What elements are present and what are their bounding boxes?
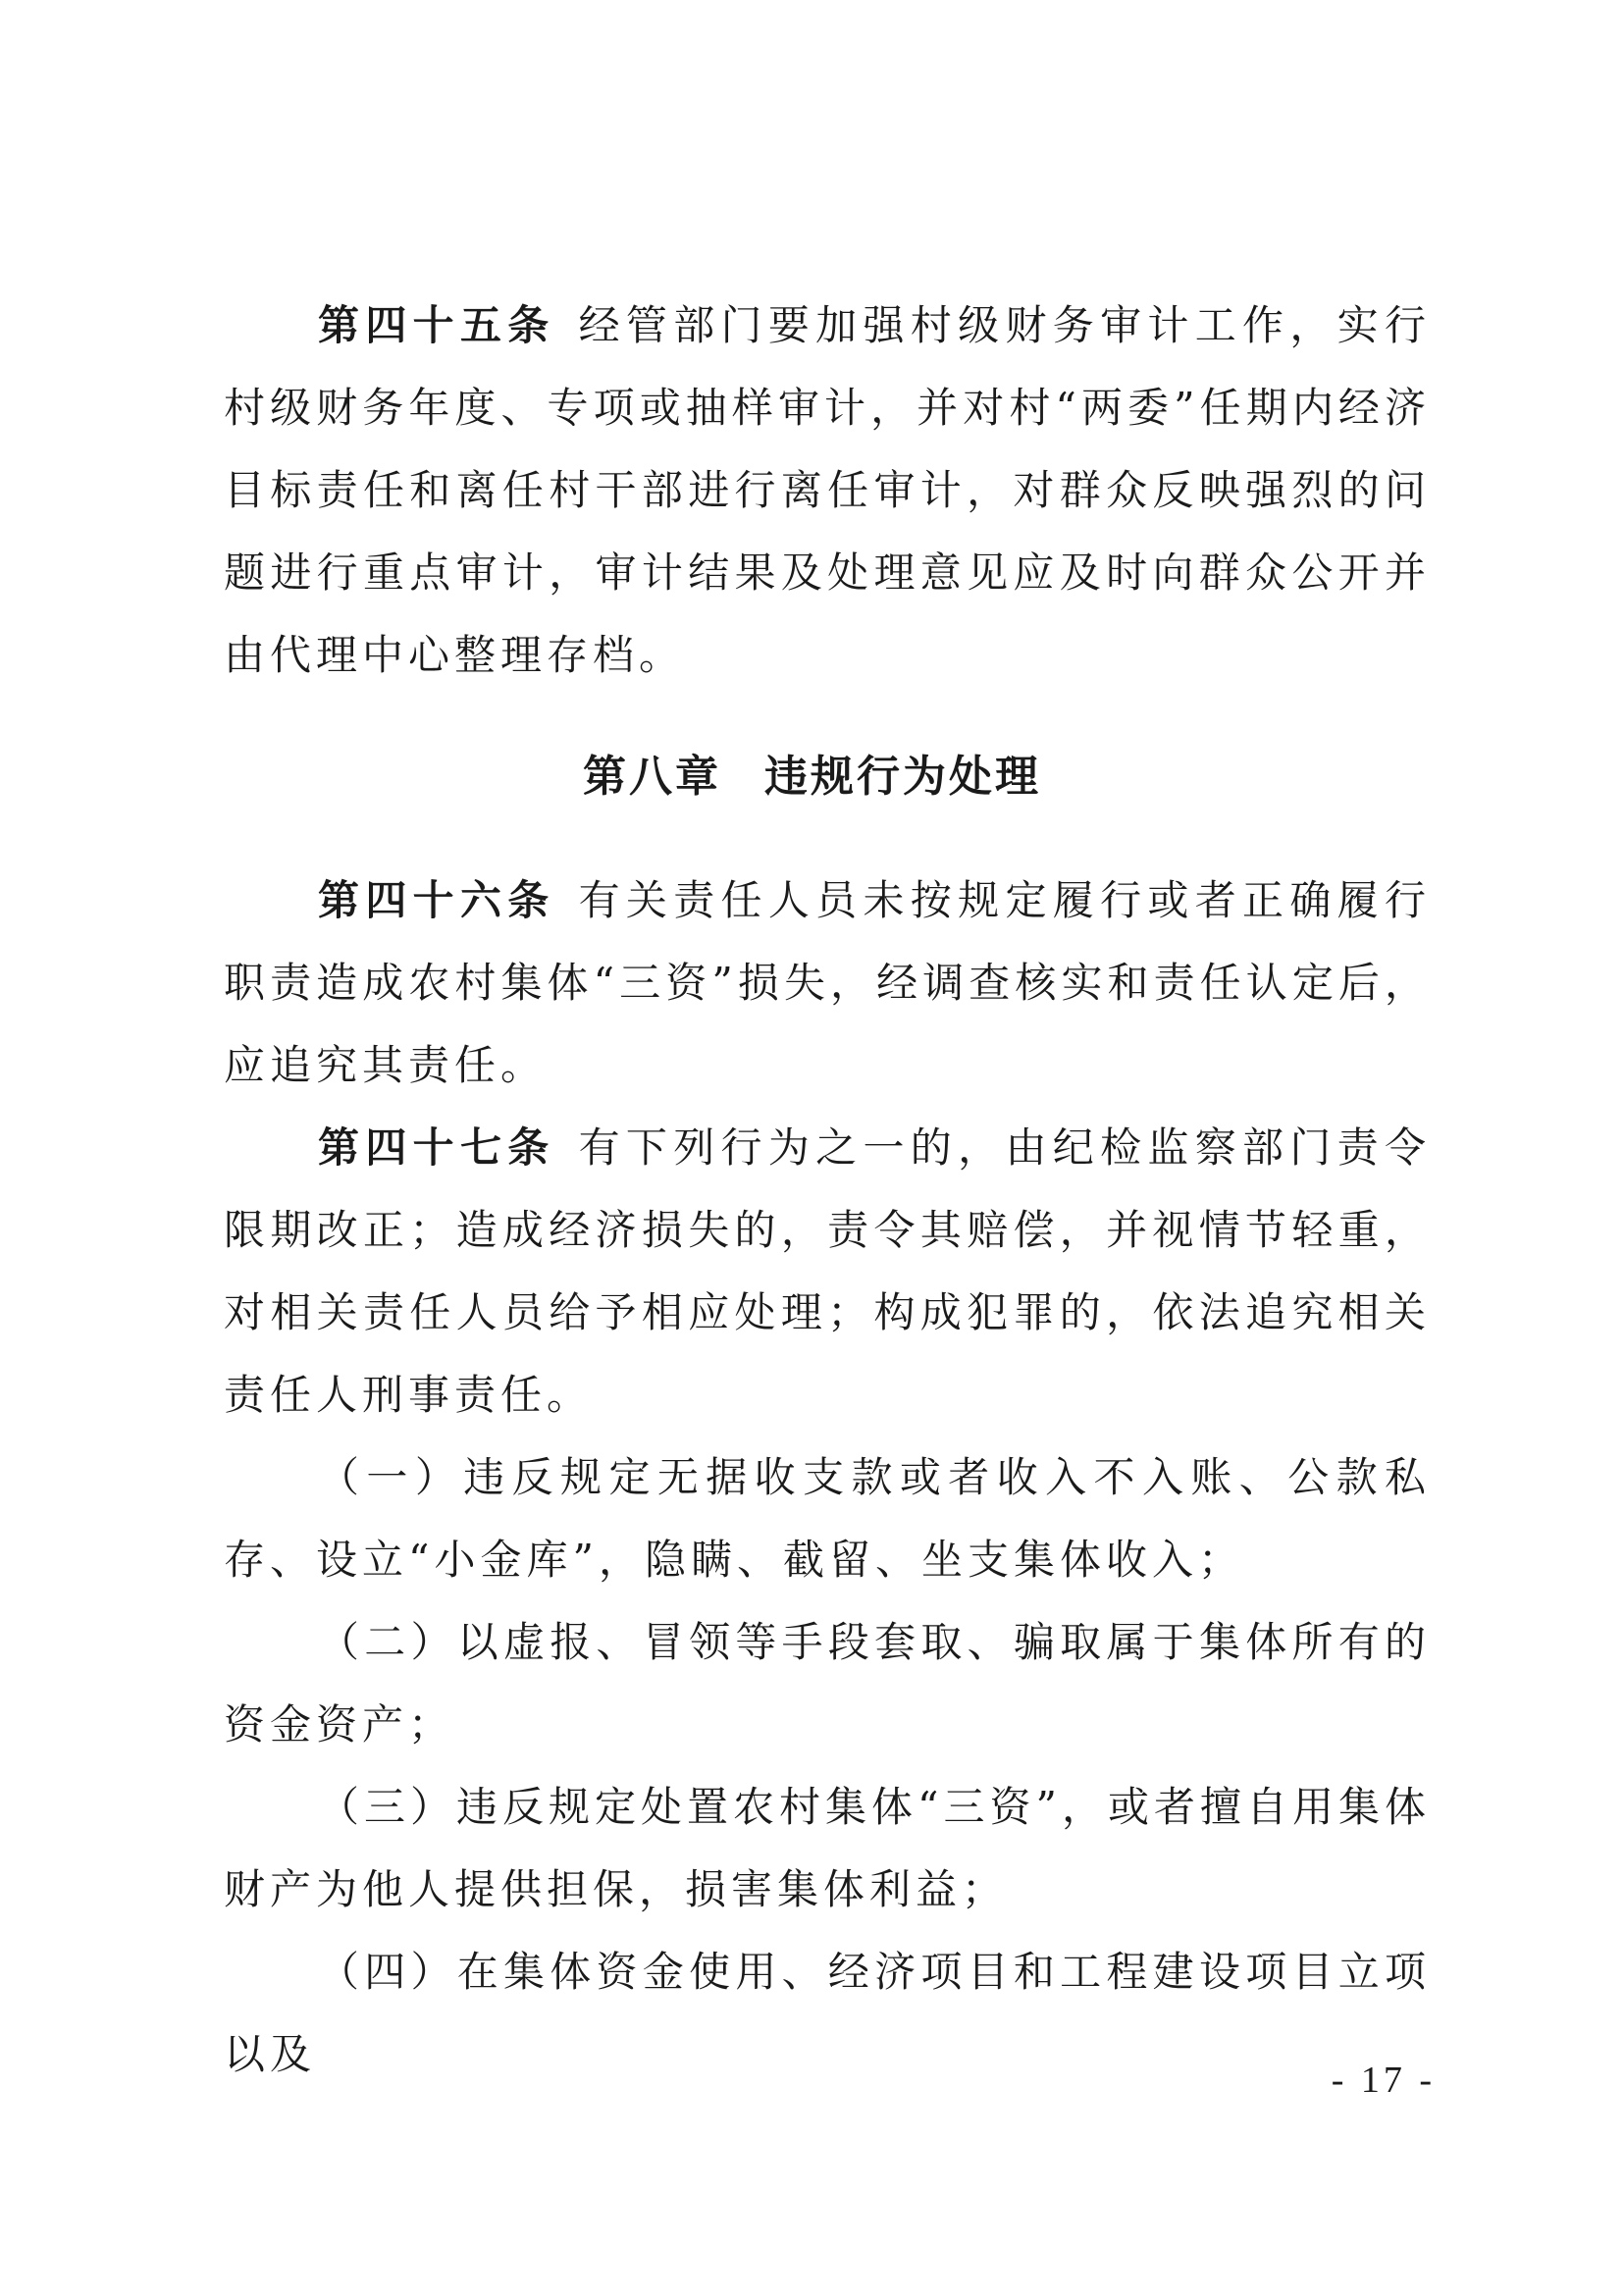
articles-46-47-block — [224, 860, 1431, 2096]
article-45-paragraph — [224, 285, 1431, 697]
article-47-paragraph — [224, 1107, 1431, 1436]
page-number: - 17 - — [1331, 2060, 1436, 2101]
article-47-item-4: （四）在集体资金使用、经济项目和工程建设项目立项以及 — [224, 1948, 1431, 2078]
chapter-title: 违规行为处理 — [764, 752, 1041, 802]
chapter-heading — [0, 741, 1624, 804]
chapter-number: 第八章 — [583, 752, 721, 802]
article-47-item-2: （二）以虚报、冒领等手段套取、骗取属于集体所有的资金资产； — [224, 1618, 1431, 1748]
article-46-number: 第四十六条 — [318, 876, 555, 924]
article-46-paragraph — [224, 860, 1431, 1107]
article-45-number: 第四十五条 — [318, 301, 555, 349]
article-47-item-1: （一）违反规定无据收支款或者收入不入账、公款私存、设立“小金库”，隐瞒、截留、坐支集体收入； — [224, 1453, 1431, 1584]
article-45-block — [224, 285, 1431, 697]
article-46-text: 有关责任人员未按规定履行或者正确履行职责造成农村集体“三资”损失，经调查核实和责任认定后，应追究其责任。 — [224, 876, 1431, 1089]
article-45-text: 经管部门要加强村级财务审计工作，实行村级财务年度、专项或抽样审计，并对村“两委”任期内经济目标责任和离任村干部进行离任审计，对群众反映强烈的问题进行重点审计，审计结果及处理意见应及时向群众公开并由代理中心整理存档。 — [224, 301, 1431, 679]
article-47-number: 第四十七条 — [318, 1123, 555, 1172]
article-47-item-3: （三）违反规定处置农村集体“三资”，或者擅自用集体财产为他人提供担保，损害集体利益； — [224, 1783, 1431, 1913]
article-47-text: 有下列行为之一的，由纪检监察部门责令限期改正；造成经济损失的，责令其赔偿，并视情节轻重，对相关责任人员给予相应处理；构成犯罪的，依法追究相关责任人刑事责任。 — [224, 1123, 1431, 1419]
